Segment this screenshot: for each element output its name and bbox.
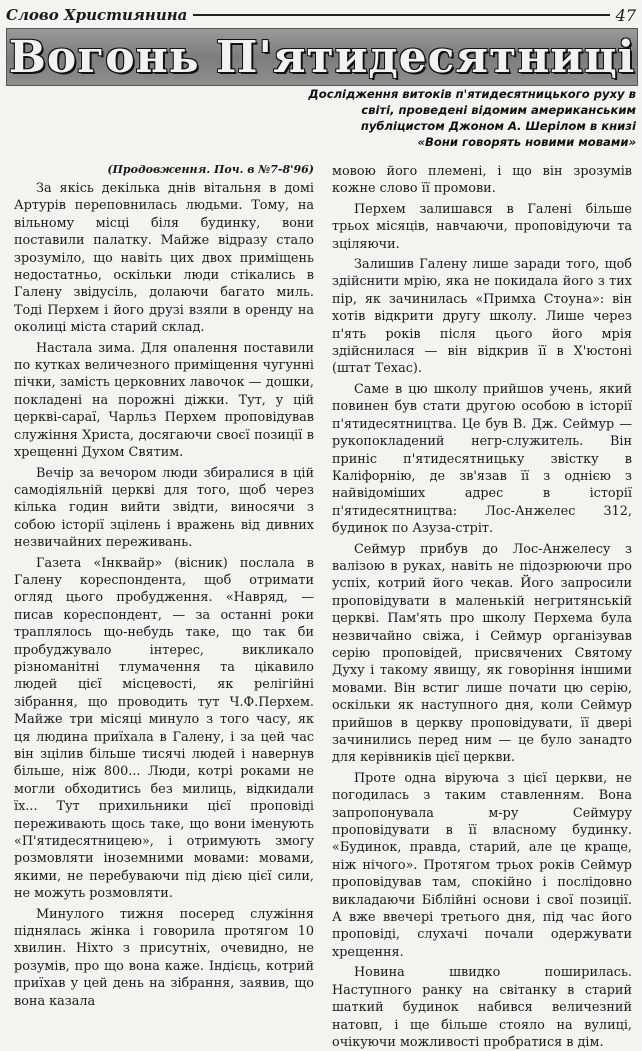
- paragraph: мовою його племені, і що він зрозумів кожне слово її промови.: [332, 164, 632, 197]
- subtitle-line: Дослідження витоків п'ятидесятницького руху в: [308, 87, 636, 101]
- running-header: [6, 4, 636, 26]
- page-number: 47: [615, 5, 636, 25]
- left-column: [14, 163, 314, 1010]
- article-title: Вогонь П'ятидесятниці: [8, 31, 636, 83]
- paragraph: Вечір за вечором люди збиралися в цій самодіяльній церкві для того, щоб через кілька годин вийти звідти, виносячи з собою історії зцілень і вражень від дивних незвичайних переживань.: [14, 465, 314, 551]
- paragraph: Минулого тижня посеред служіння піднялась жінка і говорила протягом 10 хвилин. Ніхто з присутніх, очевидно, не розумів, про що вона каже. Індієць, котрий приїхав у цей день на зібрання, заявив, що вона казала: [14, 906, 314, 1009]
- paragraph: Новина швидко поширилась. Наступного ранку на світанку в старий шаткий будинок набився величезний натовп, і ще більше стояло на вулиці, очікуючи можливості пробратися в дім.: [332, 965, 632, 1050]
- continuation-note: (Продовження. Поч. в №7-8'96): [107, 163, 314, 176]
- paragraph: Саме в цю школу прийшов учень, який повинен був стати другою особою в історії п'ятидесятництва. Це був В. Дж. Сеймур — рукопокладений негр-служитель. Він приніс п'ятидесятницьку звістку в Каліфорнію, де зв'язав її з однією з найвідоміших адрес в історії п'ятидесятництва: Лос-Анжелес 312, будинок по Азуза-стріт.: [332, 381, 632, 537]
- subtitle-line: публіцистом Джоном А. Шерілом в книзі: [360, 119, 636, 133]
- article-subtitle: [280, 86, 636, 150]
- paragraph: Залишив Галену лише заради того, щоб здійснити мрію, яка не покидала його з тих пір, як зачинилась «Примха Стоуна»: він хотів відкрити другу школу. Лише через п'ять років після цього його мрія здійснилася — він відкрив її в Х'юстоні (штат Техас).: [332, 257, 632, 377]
- publication-name: Слово Християнина: [6, 6, 188, 24]
- subtitle-line: світі, проведені відомим американським: [361, 103, 636, 117]
- subtitle-line: «Вони говорять новими мовами»: [417, 135, 636, 149]
- paragraph: Перхем залишався в Галені більше трьох місяців, навчаючи, проповідуючи та зціляючи.: [332, 201, 632, 252]
- title-banner: [6, 28, 638, 86]
- paragraph: Настала зима. Для опалення поставили по кутках величезного приміщення чугунні пічки, замість церковних лавочок — дошки, покладені на порожні діжки. Тут, у цій церкві-сараї, Чарльз Перхем проповідував служіння Христа, досягаючи своєї позиції в хрещенні Духом Святим.: [14, 340, 314, 461]
- paragraph: Газета «Інквайр» (вісник) послала в Галену кореспондента, щоб отримати огляд цього пробудження. «Навряд, — писав кореспондент, — за останні роки траплялось що-небудь таке, що так би пробуджувало інтерес, викликало різноманітні тлумачення та цікавило людей цієї місцевості, як релігійні зібрання, що проводить тут Ч.Ф.Перхем. Майже три місяці минуло з того часу, як ця людина приїхала в Галену, і за цей час він зцілив більше тисячі людей і навернув більше, ніж 800... Люди, котрі роками не могли обходитись без милиць, відкидали їх... Тут прихильники цієї проповіді переживають щось таке, що вони іменують «П'ятидесятницею», і отримують змогу розмовляти іноземними мовами: мовами, якими, не перебуваючи під дією цієї сили, не можуть розмовляти.: [14, 555, 314, 902]
- paragraph: Проте одна віруюча з цієї церкви, не погодилась з таким ставленням. Вона запропонувала м-ру Сеймуру проповідувати в її власному будинку. «Будинок, правда, старий, але це краще, ніж нічого». Протягом трьох років Сеймур проповідував там, спокійно і послідовно викладаючи Біблійні основи і свої позиції. А вже ввечері третього дня, під час його проповіді, слухачі почали одержувати хрещення.: [332, 770, 632, 960]
- paragraph: За якісь декілька днів вітальня в домі Артурів переповнилась людьми. Тому, на вільному місці біля будинку, вони поставили палатку. Майже відразу стало зрозуміло, що навіть цих двох приміщень недостатньо, оскільки люди стікались в Галену звідусіль, долаючи багато миль. Тоді Перхем і його друзі взяли в оренду на околиці міста старий склад.: [14, 181, 314, 336]
- right-column: [332, 163, 632, 1051]
- paragraph: Сеймур прибув до Лос-Анжелесу з валізою в руках, навіть не підозрюючи про успіх, котрий його чекав. Його запросили проповідувати в маленькій негритянській церкві. Пам'ять про школу Перхема була незвичайно свіжа, і Сеймур організував серію проповідей, присвячених Святому Духу і такому явищу, як говоріння іншими мовами. Він встиг лише почати цю серію, оскільки як наступного дня, коли Сеймур прийшов в церкву проповідувати, її двері зачинились перед ним — це було занадто для керівників цієї церкви.: [332, 541, 632, 766]
- header-rule: [193, 14, 609, 16]
